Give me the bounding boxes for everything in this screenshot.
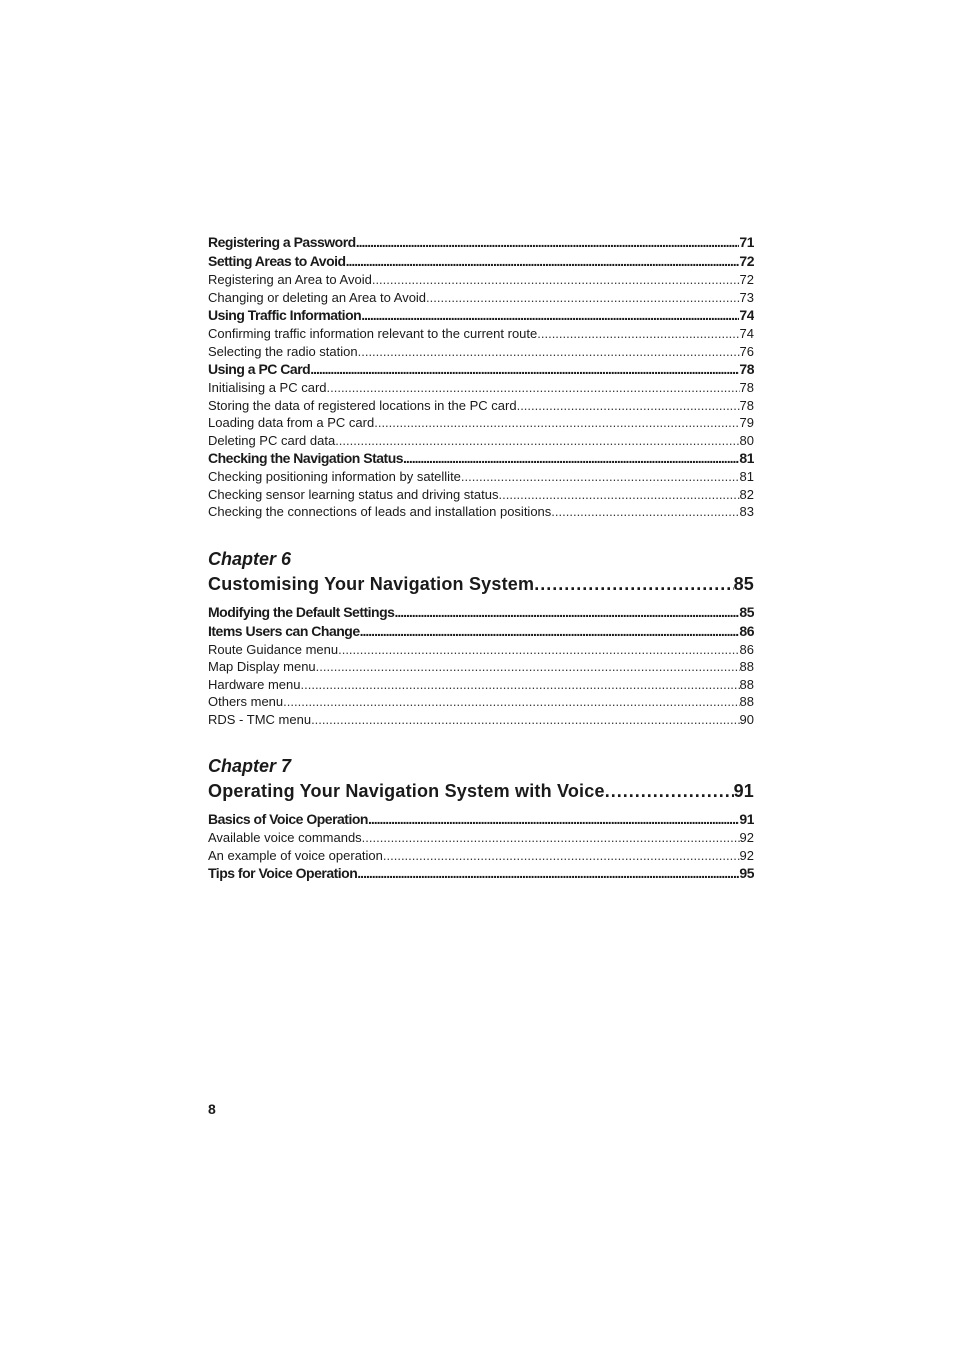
entry-page-number: 88 — [739, 694, 754, 709]
entry-page-number: 81 — [739, 450, 754, 466]
toc-sub-entry[interactable] — [208, 289, 754, 307]
toc-heading-entry[interactable] — [208, 233, 754, 252]
entry-page-number: 90 — [739, 711, 754, 727]
chapter-label: Chapter 7 — [208, 756, 292, 776]
entry-page-number: 88 — [739, 659, 754, 674]
entry-page-number: 91 — [739, 811, 754, 827]
entry-title: Changing or deleting an Area to Avoid — [208, 289, 427, 305]
entry-title: Using a PC Card — [208, 361, 311, 377]
toc-sub-entry[interactable] — [208, 711, 754, 729]
dot-leader — [346, 252, 740, 271]
entry-page-number: 92 — [739, 847, 754, 863]
toc-sub-entry[interactable] — [208, 693, 754, 711]
dot-leader — [537, 325, 739, 343]
dot-leader — [605, 778, 734, 804]
dot-leader — [551, 503, 739, 521]
chapter-page-number: 85 — [733, 573, 754, 594]
entry-page-number: 78 — [739, 397, 754, 413]
entry-title: Storing the data of registered locations in the PC card — [208, 397, 517, 413]
entry-title: Setting Areas to Avoid — [208, 253, 346, 269]
table-of-contents — [208, 233, 754, 883]
entry-page-number: 72 — [739, 253, 754, 269]
page-number: 8 — [208, 1101, 216, 1117]
entry-title: An example of voice operation — [208, 847, 383, 863]
toc-heading-entry[interactable] — [208, 449, 754, 468]
entry-page-number: 86 — [739, 622, 754, 639]
toc-sub-entry[interactable] — [208, 432, 754, 450]
toc-heading-entry[interactable] — [208, 252, 754, 271]
entry-title: Deleting PC card data — [208, 432, 336, 448]
chapter-label: Chapter 6 — [208, 548, 292, 569]
toc-sub-entry[interactable] — [208, 486, 754, 504]
entry-title: Using Traffic Information — [208, 307, 362, 323]
toc-heading-entry[interactable] — [208, 306, 754, 325]
entry-page-number: 85 — [739, 603, 754, 620]
dot-leader — [517, 397, 740, 415]
entry-page-number: 86 — [739, 641, 754, 657]
toc-sub-entry[interactable] — [208, 468, 754, 486]
entry-title: Hardware menu — [208, 676, 301, 692]
entry-page-number: 78 — [739, 380, 754, 395]
dot-leader — [499, 486, 740, 504]
dot-leader — [361, 306, 739, 325]
entry-title: Checking positioning information by satellite — [208, 469, 461, 484]
entry-page-number: 76 — [739, 343, 754, 359]
entry-title: Loading data from a PC card — [208, 415, 375, 430]
entry-page-number: 74 — [739, 307, 754, 323]
entry-title: RDS - TMC menu — [208, 711, 312, 727]
toc-sub-entry[interactable] — [208, 829, 754, 847]
entry-page-number: 80 — [739, 432, 754, 448]
entry-page-number: 88 — [739, 676, 754, 692]
entry-page-number: 95 — [739, 865, 754, 881]
entry-title: Checking the Navigation Status — [208, 450, 404, 466]
dot-leader — [357, 864, 739, 883]
toc-sub-entry[interactable] — [208, 325, 754, 343]
entry-page-number: 83 — [739, 504, 754, 519]
dot-leader — [534, 571, 733, 597]
entry-page-number: 72 — [739, 272, 754, 287]
dot-leader — [368, 810, 739, 829]
chapter-title: Operating Your Navigation System with Voice — [208, 781, 605, 801]
entry-title: Others menu — [208, 694, 284, 709]
toc-sub-entry[interactable] — [208, 343, 754, 361]
entry-title: Confirming traffic information relevant to the current route — [208, 326, 538, 341]
entry-title: Basics of Voice Operation — [208, 811, 368, 827]
dot-leader — [426, 289, 739, 307]
dot-leader — [362, 829, 740, 847]
dot-leader — [403, 449, 739, 468]
dot-leader — [335, 432, 739, 450]
toc-sub-entry[interactable] — [208, 658, 754, 676]
entry-page-number: 71 — [739, 234, 754, 250]
toc-heading-entry[interactable] — [208, 622, 754, 641]
dot-leader — [316, 658, 740, 676]
dot-leader — [461, 468, 740, 486]
chapter-title-row[interactable] — [208, 778, 754, 804]
entry-title: Checking sensor learning status and driving status — [208, 486, 499, 502]
entry-title: Selecting the radio station — [208, 343, 358, 359]
entry-title: Registering an Area to Avoid — [208, 272, 372, 287]
toc-heading-entry[interactable] — [208, 603, 754, 622]
entry-page-number: 79 — [739, 415, 754, 430]
chapter-6-section — [208, 547, 754, 729]
dot-leader — [310, 360, 739, 379]
entry-title: Available voice commands — [208, 830, 362, 845]
entry-title: Registering a Password — [208, 234, 356, 250]
toc-sub-entry[interactable] — [208, 847, 754, 865]
chapter-7-entries — [208, 810, 754, 883]
chapter-title: Customising Your Navigation System — [208, 573, 535, 594]
toc-sub-entry[interactable] — [208, 676, 754, 694]
dot-leader — [383, 847, 740, 865]
chapter-title-row[interactable] — [208, 571, 754, 597]
entry-title: Checking the connections of leads and installation positions — [208, 504, 552, 519]
entry-page-number: 92 — [739, 830, 754, 845]
dot-leader — [311, 711, 739, 729]
toc-sub-entry[interactable] — [208, 414, 754, 432]
entry-title: Items Users can Change — [208, 622, 360, 639]
toc-sub-entry[interactable] — [208, 271, 754, 289]
entry-page-number: 81 — [739, 469, 754, 484]
toc-sub-entry[interactable] — [208, 397, 754, 415]
chapter-7-section — [208, 754, 754, 883]
toc-sub-entry[interactable] — [208, 641, 754, 659]
entry-page-number: 78 — [739, 361, 754, 377]
toc-heading-entry[interactable] — [208, 864, 754, 883]
dot-leader — [301, 676, 740, 694]
entry-title: Tips for Voice Operation — [208, 865, 358, 881]
chapter-page-number: 91 — [733, 781, 754, 801]
entry-page-number: 73 — [739, 289, 754, 305]
entry-page-number: 82 — [739, 486, 754, 502]
toc-heading-entry[interactable] — [208, 360, 754, 379]
entry-title: Route Guidance menu — [208, 641, 339, 657]
toc-sub-entry[interactable] — [208, 379, 754, 397]
dot-leader — [358, 343, 740, 361]
toc-heading-entry[interactable] — [208, 810, 754, 829]
dot-leader — [356, 233, 740, 252]
entry-title: Map Display menu — [208, 659, 316, 674]
dot-leader — [372, 271, 740, 289]
chapter-6-entries — [208, 603, 754, 729]
dot-leader — [283, 693, 739, 711]
dot-leader — [360, 622, 740, 641]
dot-leader — [394, 603, 739, 622]
toc-sub-entry[interactable] — [208, 503, 754, 521]
dot-leader — [327, 379, 740, 397]
dot-leader — [338, 641, 739, 659]
toc-section-chapter-5-continued — [208, 233, 754, 521]
entry-page-number: 74 — [739, 326, 754, 341]
entry-title: Modifying the Default Settings — [208, 603, 395, 620]
dot-leader — [374, 414, 739, 432]
entry-title: Initialising a PC card — [208, 380, 327, 395]
